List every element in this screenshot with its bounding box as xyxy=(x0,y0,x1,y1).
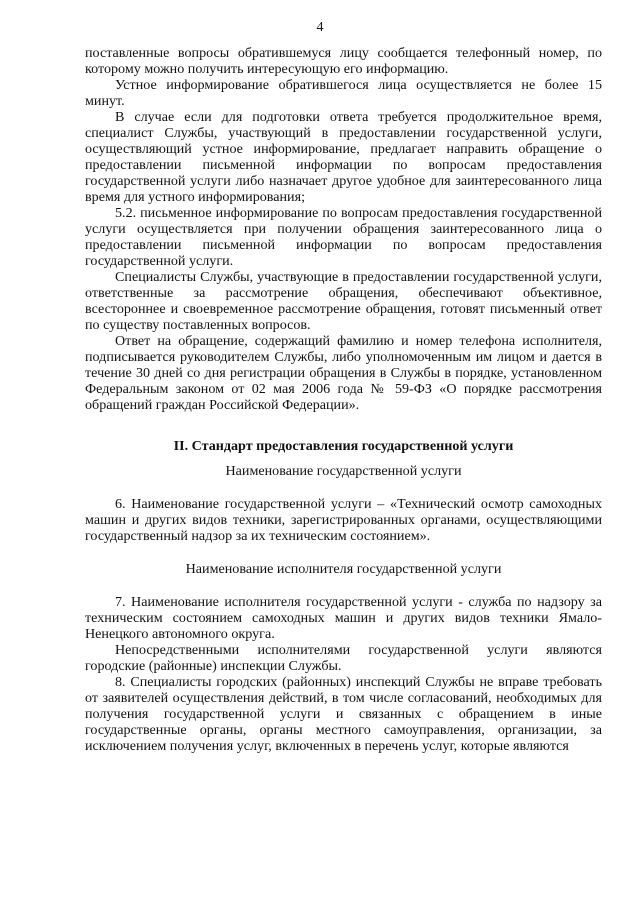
page-number: 4 xyxy=(316,20,324,35)
paragraph: Ответ на обращение, содержащий фамилию и номер телефона исполнителя, подписывается руководителем Службы, либо уполномоченным им лицом и дается в течение 30 дней со дня регистрации обращения в Службы в порядке, установленном Федеральным законом от 02 мая 2006 года № 59-ФЗ «О порядке рассмотрения обращений граждан Российской Федерации». xyxy=(85,333,602,413)
section-heading: II. Стандарт предоставления государственной услуги xyxy=(173,438,514,454)
paragraph: 6. Наименование государственной услуги – «Технический осмотр самоходных машин и других видов техники, зарегистрированных органами, осуществляющими государственный надзор за их техническим состоянием». xyxy=(85,496,602,544)
paragraph: Непосредственными исполнителями государственной услуги являются городские (районные) инспекции Службы. xyxy=(85,642,602,674)
paragraph: Устное информирование обратившегося лица осуществляется не более 15 минут. xyxy=(85,77,602,109)
paragraph: 7. Наименование исполнителя государственной услуги - служба по надзору за техническим состоянием самоходных машин и других видов техники Ямало-Ненецкого автономного округа. xyxy=(85,594,602,642)
subsection-heading: Наименование исполнителя государственной услуги xyxy=(185,561,502,577)
paragraph: поставленные вопросы обратившемуся лицу сообщается телефонный номер, по которому можно получить интересующую его информацию. xyxy=(85,45,602,77)
subsection-heading: Наименование государственной услуги xyxy=(225,463,462,479)
document-body xyxy=(85,45,602,754)
paragraph: 8. Специалисты городских (районных) инспекций Службы не вправе требовать от заявителей осуществления действий, в том числе согласований, необходимых для получения государственной услуги и связанных с обращением в иные государственные органы, органы местного самоуправления, организации, за исключением получения услуг, включенных в перечень услуг, которые являются xyxy=(85,674,602,754)
paragraph: В случае если для подготовки ответа требуется продолжительное время, специалист Службы, участвующий в предоставлении государственной услуги, осуществляющий устное информирование, предлагает направить обращение о предоставлении письменной информации по вопросам предоставления государственной услуги либо назначает другое удобное для заинтересованного лица время для устного информирования; xyxy=(85,109,602,205)
paragraph: 5.2. письменное информирование по вопросам предоставления государственной услуги осуществляется при получении обращения заинтересованного лица о предоставлении письменной информации по вопросам предоставления государственной услуги. xyxy=(85,205,602,269)
paragraph: Специалисты Службы, участвующие в предоставлении государственной услуги, ответственные за рассмотрение обращения, обеспечивают объективное, всестороннее и своевременное рассмотрение обращения, готовят письменный ответ по существу поставленных вопросов. xyxy=(85,269,602,333)
